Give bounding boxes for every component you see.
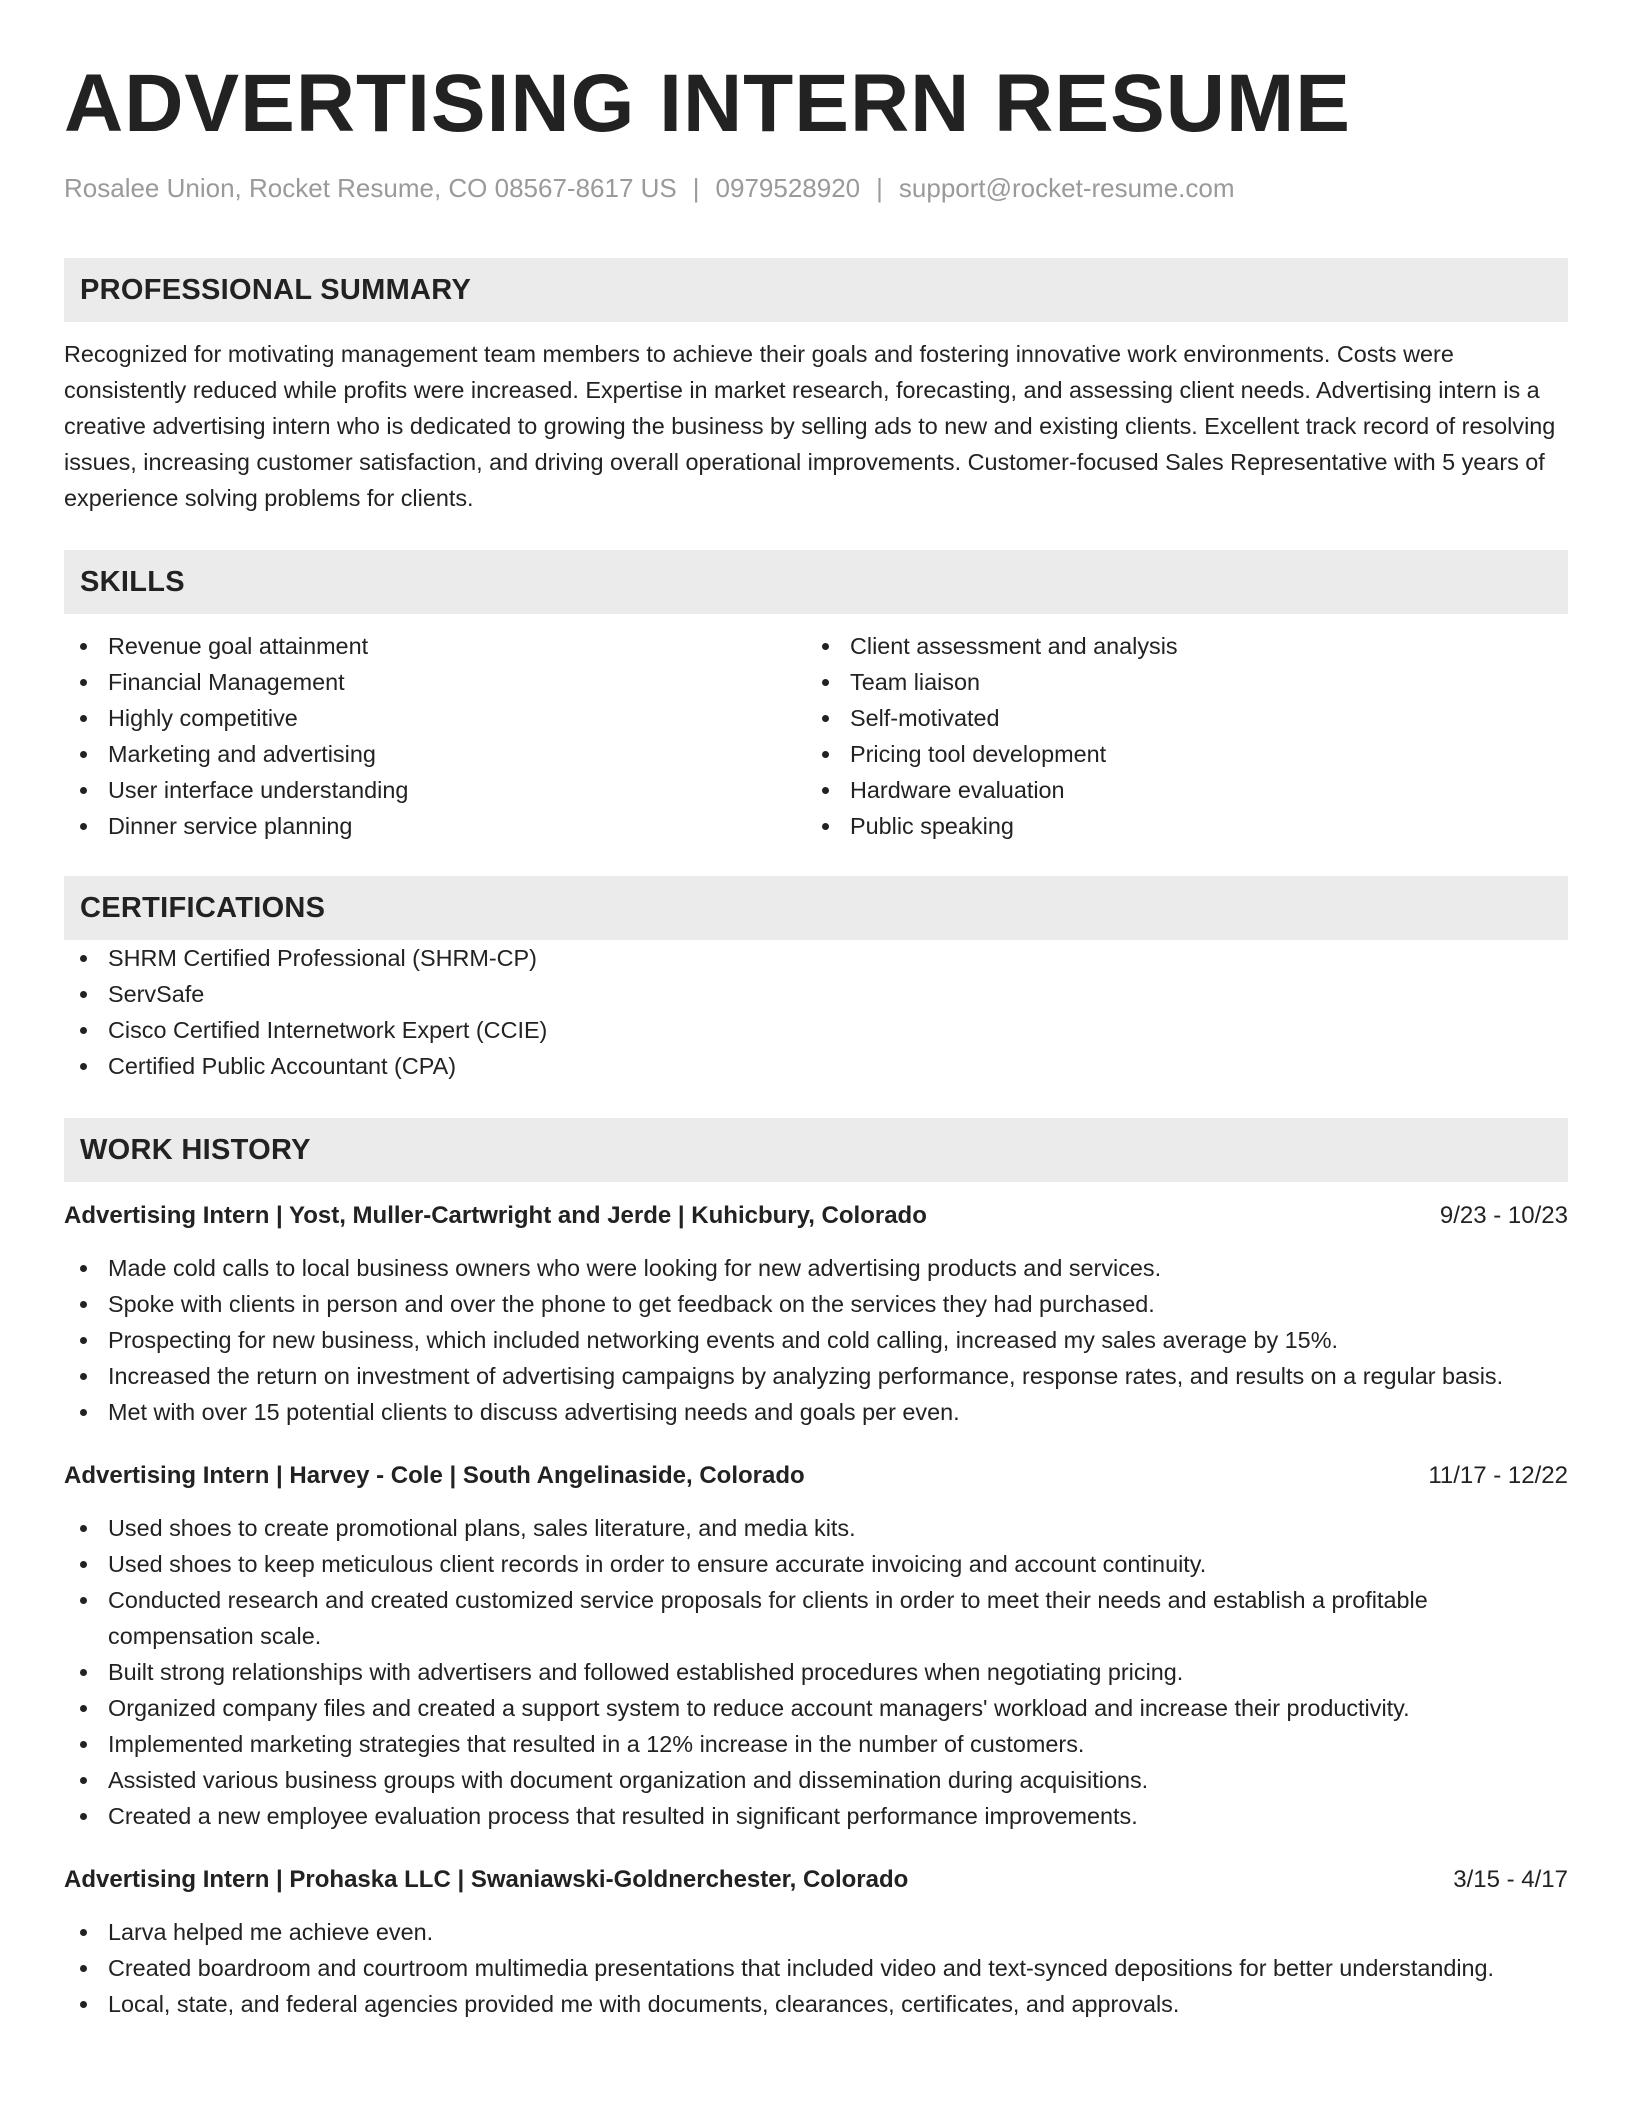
contact-separator: | [876,173,883,203]
job-entry [64,1200,1568,1430]
job-bullet: Assisted various business groups with document organization and dissemination during acquisitions. [64,1762,1568,1798]
job-entry [64,1864,1568,2022]
job-title: Advertising Intern | Prohaska LLC | Swaniawski-Goldnerchester, Colorado [64,1866,909,1893]
job-header [64,1460,1568,1492]
skills-grid [64,628,1568,844]
job-bullet: Used shoes to keep meticulous client records in order to ensure accurate invoicing and account continuity. [64,1546,1568,1582]
certification-item: SHRM Certified Professional (SHRM-CP) [64,940,1568,976]
job-header [64,1200,1568,1232]
skills-list-left [64,628,806,844]
skill-item: Dinner service planning [64,808,806,844]
job-bullet: Made cold calls to local business owners who were looking for new advertising products and services. [64,1250,1568,1286]
job-bullet: Used shoes to create promotional plans, sales literature, and media kits. [64,1510,1568,1546]
contact-separator: | [692,173,700,203]
job-header [64,1864,1568,1896]
job-entry [64,1460,1568,1834]
job-bullet: Implemented marketing strategies that resulted in a 12% increase in the number of customers. [64,1726,1568,1762]
job-bullet: Built strong relationships with advertisers and followed established procedures when negotiating pricing. [64,1654,1568,1690]
summary-text: Recognized for motivating management team members to achieve their goals and fostering innovative work environments. Costs were consistently reduced while profits were increased. Expertise in market research, forecasting, and assessing client needs. Advertising intern is a creative advertising intern who is dedicated to growing the business by selling ads to new and existing clients. Excellent track record of resolving issues, increasing customer satisfaction, and driving overall operational improvements. Customer-focused Sales Representative with 5 years of experience solving problems for clients. [64,341,1556,511]
job-bullet: Larva helped me achieve even. [64,1914,1568,1950]
skill-item: Client assessment and analysis [806,628,1548,664]
skill-item: Financial Management [64,664,806,700]
job-bullet: Conducted research and created customized service proposals for clients in order to meet their needs and establish a profitable compensation scale. [64,1582,1568,1654]
job-bullet: Local, state, and federal agencies provided me with documents, clearances, certificates, and approvals. [64,1986,1568,2022]
section-heading-certifications: CERTIFICATIONS [64,876,1568,940]
job-bullet: Created boardroom and courtroom multimedia presentations that included video and text-synced depositions for better understanding. [64,1950,1568,1986]
job-dates: 11/17 - 12/22 [1428,1462,1568,1489]
job-bullet: Met with over 15 potential clients to discuss advertising needs and goals per even. [64,1394,1568,1430]
job-bullet: Organized company files and created a support system to reduce account managers' workload and increase their productivity. [64,1690,1568,1726]
job-title: Advertising Intern | Yost, Muller-Cartwright and Jerde | Kuhicbury, Colorado [64,1202,927,1229]
job-bullet: Spoke with clients in person and over the phone to get feedback on the services they had purchased. [64,1286,1568,1322]
certification-item: Certified Public Accountant (CPA) [64,1048,1568,1084]
contact-phone: 0979528920 [715,173,861,203]
skill-item: Team liaison [806,664,1548,700]
job-bullets [64,1914,1568,2022]
skills-column-left [64,628,806,844]
skill-item: User interface understanding [64,772,806,808]
skill-item: Hardware evaluation [806,772,1548,808]
skills-list-right [806,628,1548,844]
contact-email: support@rocket-resume.com [898,173,1235,203]
skill-item: Self-motivated [806,700,1548,736]
section-heading-work-history: WORK HISTORY [64,1118,1568,1182]
skill-item: Revenue goal attainment [64,628,806,664]
certification-item: ServSafe [64,976,1568,1012]
job-bullet: Increased the return on investment of advertising campaigns by analyzing performance, response rates, and results on a regular basis. [64,1358,1568,1394]
contact-line [64,172,1568,204]
job-dates: 3/15 - 4/17 [1453,1866,1568,1893]
certification-item: Cisco Certified Internetwork Expert (CCIE) [64,1012,1568,1048]
skill-item: Highly competitive [64,700,806,736]
skill-item: Public speaking [806,808,1548,844]
job-bullets [64,1250,1568,1430]
resume-title: ADVERTISING INTERN RESUME [64,58,1351,149]
job-bullet: Prospecting for new business, which included networking events and cold calling, increased my sales average by 15%. [64,1322,1568,1358]
contact-address: Rosalee Union, Rocket Resume, CO 08567-8617 US [64,173,677,203]
skills-column-right [806,628,1548,844]
job-bullets [64,1510,1568,1834]
certifications-list [64,940,1568,1084]
job-dates: 9/23 - 10/23 [1439,1202,1568,1229]
job-bullet: Created a new employee evaluation process that resulted in significant performance improvements. [64,1798,1568,1834]
skill-item: Marketing and advertising [64,736,806,772]
job-title: Advertising Intern | Harvey - Cole | South Angelinaside, Colorado [64,1462,805,1489]
section-heading-skills: SKILLS [64,550,1568,614]
resume-page [64,0,1568,2022]
section-heading-summary: PROFESSIONAL SUMMARY [64,258,1568,322]
skill-item: Pricing tool development [806,736,1548,772]
